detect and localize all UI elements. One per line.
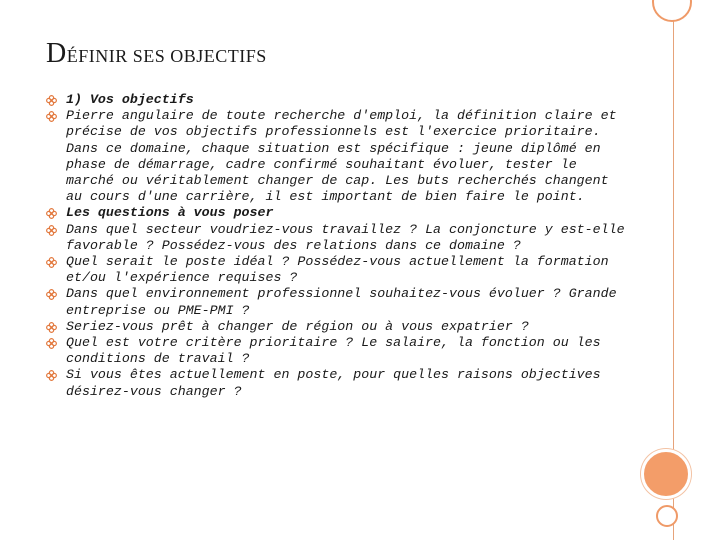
clover-icon bbox=[46, 111, 57, 122]
bullet-text: Quel serait le poste idéal ? Possédez-vous actuellement la formation et/ou l'expérience requises ? bbox=[66, 254, 609, 286]
bullet-text: Quel est votre critère prioritaire ? Le salaire, la fonction ou les conditions de travail ? bbox=[66, 335, 601, 367]
clover-icon bbox=[46, 257, 57, 268]
slide-title bbox=[46, 38, 267, 70]
bullet-item bbox=[46, 205, 626, 221]
bullet-item bbox=[46, 108, 626, 205]
bullet-item bbox=[46, 367, 626, 399]
clover-icon bbox=[46, 370, 57, 381]
bullet-text: Dans quel secteur voudriez-vous travaillez ? La conjoncture y est-elle favorable ? Possédez-vous des relations dans ce domaine ? bbox=[66, 221, 625, 253]
clover-icon bbox=[46, 289, 57, 300]
bullet-item bbox=[46, 92, 626, 108]
slide-title-rest: ÉFINIR SES OBJECTIFS bbox=[66, 46, 267, 66]
decorative-circle-orange bbox=[641, 449, 691, 499]
bullet-list bbox=[46, 92, 626, 400]
clover-icon bbox=[46, 208, 57, 219]
bullet-text: Les questions à vous poser bbox=[66, 205, 274, 221]
bullet-item bbox=[46, 335, 626, 367]
decorative-circle-top bbox=[652, 0, 692, 22]
slide-title-initial: D bbox=[46, 38, 67, 69]
clover-icon bbox=[46, 95, 57, 106]
bullet-item bbox=[46, 286, 626, 318]
clover-icon bbox=[46, 225, 57, 236]
clover-icon bbox=[46, 338, 57, 349]
bullet-item bbox=[46, 254, 626, 286]
bullet-text: Dans quel environnement professionnel souhaitez-vous évoluer ? Grande entreprise ou PME-PMI ? bbox=[66, 286, 617, 318]
bullet-text: Si vous êtes actuellement en poste, pour quelles raisons objectives désirez-vous changer ? bbox=[66, 367, 601, 399]
bullet-text: Seriez-vous prêt à changer de région ou à vous expatrier ? bbox=[66, 318, 529, 334]
bullet-text: Pierre angulaire de toute recherche d'emploi, la définition claire et précise de vos objectifs professionnels est l'exercice prioritaire. Dans ce domaine, chaque situation est spécifique : jeune diplômé en phase de démarrage, cadre confirmé souhaitant évoluer, tester le marché ou véritablement changer de cap. Les buts recherchés changent au cours d'une carrière, il est important de bien faire le point. bbox=[66, 108, 617, 205]
bullet-item bbox=[46, 319, 626, 335]
clover-icon bbox=[46, 322, 57, 333]
bullet-item bbox=[46, 222, 626, 254]
decorative-circle-small bbox=[656, 505, 678, 527]
bullet-text: 1) Vos objectifs bbox=[66, 92, 194, 107]
